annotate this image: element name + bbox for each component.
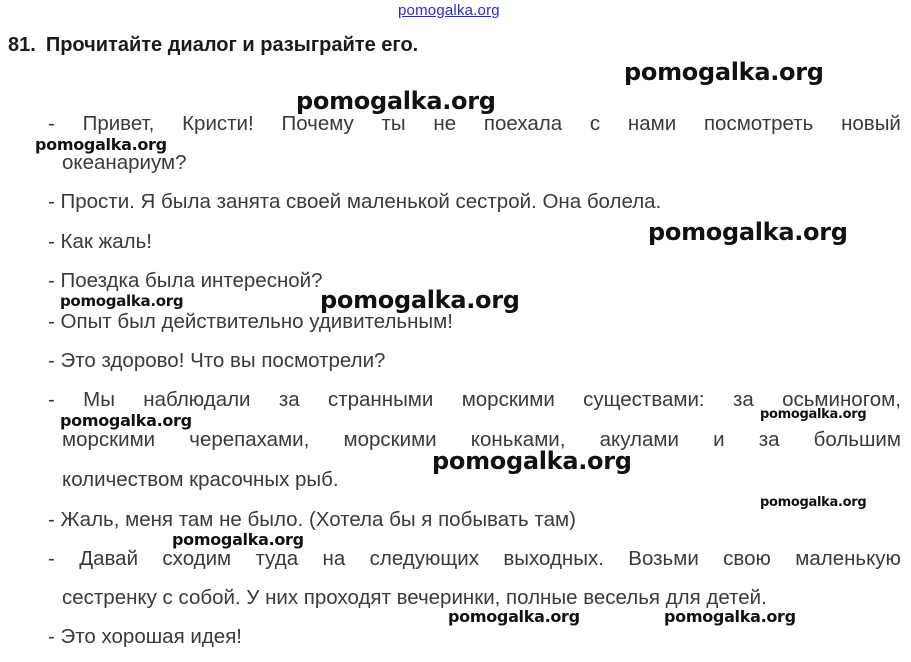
watermark: pomogalka.org: [172, 530, 304, 549]
top-watermark-link[interactable]: pomogalka.org: [398, 2, 500, 19]
dialogue-line-4: - Как жаль!: [48, 230, 152, 253]
word: не: [433, 112, 457, 135]
dialogue-line-13: сестренку с собой. У них проходят вечеринки, полные веселья для детей.: [62, 586, 767, 609]
word: осьминогом,: [782, 388, 901, 411]
dialogue-line-10: количеством красочных рыб.: [62, 468, 339, 491]
watermark: pomogalka.org: [624, 58, 824, 86]
word: и: [713, 428, 725, 451]
word: сходим: [162, 547, 232, 570]
word: большим: [813, 428, 901, 451]
word: морскими: [343, 428, 437, 451]
watermark: pomogalka.org: [320, 286, 520, 314]
word: существами:: [583, 388, 705, 411]
word: маленькую: [795, 547, 901, 570]
word: туда: [255, 547, 299, 570]
word: с: [589, 112, 601, 135]
dialogue-line-12: [48, 546, 901, 572]
word: черепахами,: [189, 428, 310, 451]
word: Почему: [281, 112, 354, 135]
watermark: pomogalka.org: [664, 607, 796, 626]
word: странными: [327, 388, 434, 411]
word: морскими: [62, 428, 156, 451]
word: свою: [723, 547, 771, 570]
dialogue-line-3: - Прости. Я была занята своей маленькой сестрой. Она болела.: [48, 190, 662, 213]
watermark: pomogalka.org: [760, 495, 867, 510]
dialogue-line-2: океанариум?: [62, 151, 187, 174]
word: Давай: [79, 547, 139, 570]
word: Мы: [83, 388, 115, 411]
watermark: pomogalka.org: [432, 447, 632, 475]
exercise-number: 81.: [8, 34, 36, 56]
word: -: [48, 112, 55, 135]
word: Возьми: [628, 547, 699, 570]
word: коньками,: [470, 428, 566, 451]
word: морскими: [461, 388, 555, 411]
dialogue-line-6: - Опыт был действительно удивительным!: [48, 310, 453, 333]
word: поехала: [483, 112, 563, 135]
word: нами: [627, 112, 677, 135]
word: -: [48, 388, 55, 411]
watermark: pomogalka.org: [296, 87, 496, 115]
word: новый: [841, 112, 901, 135]
word: за: [278, 388, 300, 411]
dialogue-line-7: - Это здорово! Что вы посмотрели?: [48, 349, 386, 372]
word: акулами: [599, 428, 679, 451]
word: Привет,: [82, 112, 155, 135]
dialogue-line-5: - Поездка была интересной?: [48, 269, 323, 292]
watermark: pomogalka.org: [648, 218, 848, 246]
word: наблюдали: [143, 388, 251, 411]
watermark: pomogalka.org: [35, 135, 167, 154]
dialogue-line-14: - Это хорошая идея!: [48, 625, 242, 648]
word: за: [732, 388, 754, 411]
word: Кристи!: [182, 112, 254, 135]
exercise-title: Прочитайте диалог и разыграйте его.: [45, 34, 419, 56]
exercise-heading: [8, 34, 418, 57]
word: выходных.: [503, 547, 604, 570]
word: посмотреть: [703, 112, 814, 135]
watermark: pomogalka.org: [760, 407, 867, 422]
watermark: pomogalka.org: [448, 607, 580, 626]
word: -: [48, 547, 55, 570]
word: за: [758, 428, 780, 451]
word: ты: [381, 112, 406, 135]
watermark: pomogalka.org: [60, 292, 184, 310]
word: следующих: [369, 547, 479, 570]
word: на: [322, 547, 346, 570]
dialogue-line-11: - Жаль, меня там не было. (Хотела бы я побывать там): [48, 508, 576, 531]
watermark: pomogalka.org: [60, 411, 192, 430]
